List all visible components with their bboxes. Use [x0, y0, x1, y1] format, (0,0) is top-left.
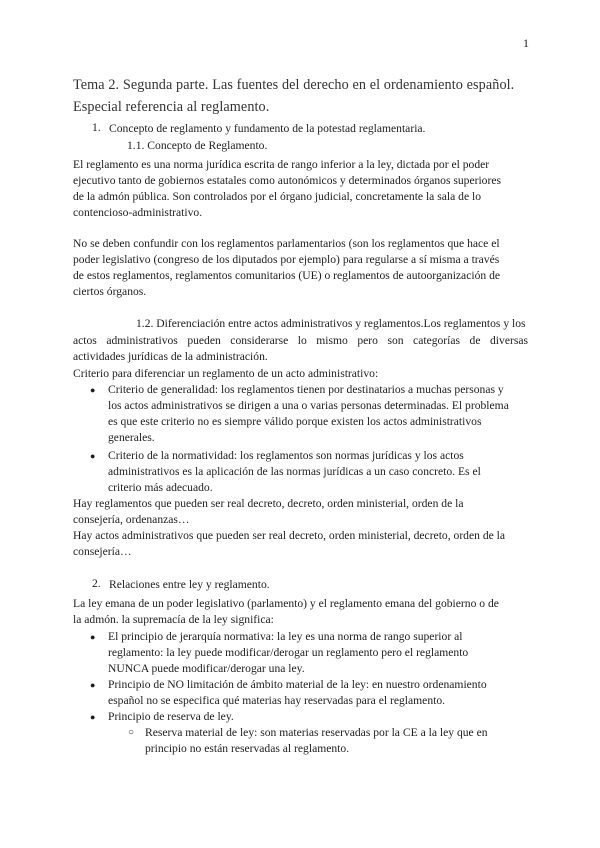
- paragraph-line: Hay actos administrativos que pueden ser real decreto, orden ministerial, decreto, orden de la: [73, 529, 506, 542]
- section-2-heading: Relaciones entre ley y reglamento.: [109, 578, 270, 591]
- bullet-line: Criterio de generalidad: los reglamentos tienen por destinatarios a muchas personas y: [108, 383, 504, 396]
- bullet-line: Principio de NO limitación de ámbito material de la ley: en nuestro ordenamiento: [108, 678, 487, 691]
- bullet-line: Principio de reserva de ley.: [108, 710, 234, 723]
- bullet-line: criterio más adecuado.: [108, 481, 213, 494]
- paragraph-line: ejecutivo tanto de gobiernos estatales como autonómicos y determinados órganos superiores: [73, 174, 502, 187]
- bullet-line: los actos administrativos se dirigen a una o varias personas determinadas. El problema: [108, 399, 509, 412]
- paragraph-line: ciertos órganos.: [73, 285, 147, 298]
- bullet-line: es que este criterio no es siempre válido porque existen los actos administrativos: [108, 415, 482, 428]
- sub-bullet-line: principio no están reservadas al reglamento.: [145, 742, 350, 755]
- paragraph-line: de estos reglamentos, reglamentos comunitarios (UE) o reglamentos de autoorganización de: [73, 269, 501, 282]
- bullet-line: El principio de jerarquía normativa: la ley es una norma de rango superior al: [108, 630, 463, 643]
- bullet-line: español no se especifica qué materias hay reservadas para el reglamento.: [108, 694, 446, 707]
- section-2-number: 2.: [92, 577, 101, 590]
- paragraph-line: poder legislativo (congreso de los diputados por ejemplo) para regularse a sí misma a través: [73, 253, 500, 266]
- subsection-1-1-heading: 1.1. Concepto de Reglamento.: [127, 139, 268, 152]
- bullet-icon: ●: [90, 680, 96, 690]
- document-title-line-2: Especial referencia al reglamento.: [73, 99, 270, 115]
- bullet-icon: ●: [90, 632, 96, 642]
- section-1-number: 1.: [92, 121, 101, 134]
- paragraph-line: de la admón pública. Son controlados por el órgano judicial, concretamente la sala de lo: [73, 190, 482, 203]
- criterio-intro: Criterio para diferenciar un reglamento de un acto administrativo:: [73, 367, 379, 380]
- page-number: 1: [523, 36, 529, 50]
- circle-bullet-icon: ○: [128, 727, 135, 738]
- paragraph-line: El reglamento es una norma jurídica escrita de rango inferior a la ley, dictada por el poder: [73, 158, 490, 171]
- paragraph-line: La ley emana de un poder legislativo (parlamento) y el reglamento emana del gobierno o de: [73, 597, 499, 610]
- subsection-1-2-line: 1.2. Diferenciación entre actos administrativos y reglamentos.Los reglamentos y los: [136, 317, 526, 330]
- bullet-line: NUNCA puede modificar/derogar una ley.: [108, 662, 305, 675]
- sub-bullet-line: Reserva material de ley: son materias reservadas por la CE a la ley que en: [145, 726, 488, 739]
- bullet-icon: ●: [90, 712, 96, 722]
- bullet-line: administrativos es la aplicación de las normas jurídicas a un caso concreto. Es el: [108, 465, 481, 478]
- bullet-line: Criterio de la normatividad: los reglamentos son normas jurídicas y los actos: [108, 449, 464, 462]
- bullet-line: generales.: [108, 431, 155, 444]
- paragraph-line: consejería, ordenanzas…: [73, 513, 190, 526]
- paragraph-line: consejería…: [73, 545, 132, 558]
- paragraph-line: la admón. la supremacía de la ley significa:: [73, 613, 274, 626]
- document-title-line-1: Tema 2. Segunda parte. Las fuentes del derecho en el ordenamiento español.: [73, 77, 515, 93]
- paragraph-line: Hay reglamentos que pueden ser real decreto, decreto, orden ministerial, orden de la: [73, 497, 464, 510]
- section-1-heading: Concepto de reglamento y fundamento de la potestad reglamentaria.: [109, 122, 426, 135]
- bullet-icon: ●: [90, 385, 96, 395]
- subsection-1-2-line: actos administrativos pueden considerarse lo mismo pero son categorías de diversas: [73, 334, 528, 347]
- bullet-line: reglamento: la ley puede modificar/derogar un reglamento pero el reglamento: [108, 646, 469, 659]
- bullet-icon: ●: [90, 451, 96, 461]
- paragraph-line: No se deben confundir con los reglamentos parlamentarios (son los reglamentos que hace el: [73, 237, 500, 250]
- paragraph-line: contencioso-administrativo.: [73, 206, 203, 219]
- subsection-1-2-line: actividades jurídicas de la administración.: [73, 350, 268, 363]
